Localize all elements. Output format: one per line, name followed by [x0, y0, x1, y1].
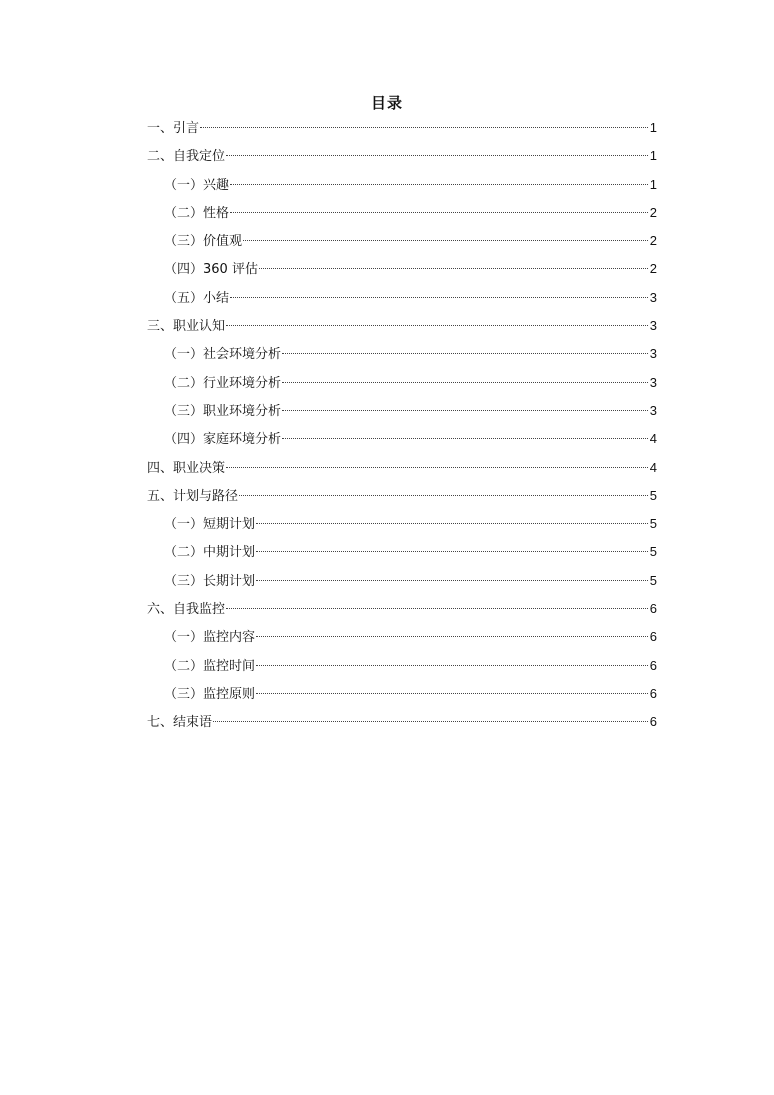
toc-entry-page-number: 6 — [649, 685, 657, 701]
toc-entry-page-number: 6 — [649, 714, 657, 730]
toc-entry-label: 二、自我定位 — [147, 149, 226, 165]
toc-entry[interactable] — [147, 538, 657, 566]
toc-entry[interactable] — [147, 652, 657, 680]
toc-entry-label: （一）社会环境分析 — [164, 347, 282, 363]
toc-entry-label: （二）性格 — [164, 205, 230, 221]
toc-entry-page-number: 6 — [649, 601, 657, 617]
toc-entry-page-number: 3 — [649, 402, 657, 418]
dot-leader — [282, 438, 648, 439]
dot-leader — [243, 240, 648, 241]
toc-entry[interactable] — [147, 284, 657, 312]
toc-entry-page-number: 2 — [649, 261, 657, 277]
toc-entry-label: （三）长期计划 — [164, 573, 256, 589]
dot-leader — [256, 523, 648, 524]
toc-entry-label: （五）小结 — [164, 290, 230, 306]
toc-entry-label: （三）职业环境分析 — [164, 403, 282, 419]
toc-entry-label: 一、引言 — [147, 121, 200, 136]
dot-leader — [226, 325, 648, 326]
toc-entry-page-number: 2 — [649, 233, 657, 249]
toc-entry[interactable] — [147, 114, 657, 142]
dot-leader — [213, 721, 648, 722]
toc-entry[interactable] — [147, 567, 657, 595]
dot-leader — [259, 268, 648, 269]
toc-entry-page-number: 3 — [649, 346, 657, 362]
toc-entry-page-number: 6 — [649, 629, 657, 645]
dot-leader — [200, 127, 648, 128]
toc-entry-label: 七、结束语 — [147, 715, 213, 731]
toc-entry[interactable] — [147, 171, 657, 199]
toc-entry-label: （四）家庭环境分析 — [164, 432, 282, 448]
toc-entry[interactable] — [147, 425, 657, 453]
toc-entry-label: （二）中期计划 — [164, 545, 256, 561]
toc-entry[interactable] — [147, 708, 657, 736]
toc-entry-label: 四、职业决策 — [147, 460, 226, 476]
toc-entry-page-number: 1 — [649, 148, 657, 164]
toc-entry-page-number: 5 — [649, 544, 657, 560]
toc-entry[interactable] — [147, 142, 657, 170]
table-of-contents — [147, 114, 657, 737]
toc-entry-page-number: 2 — [649, 204, 657, 220]
toc-entry-page-number: 6 — [649, 657, 657, 673]
toc-entry[interactable] — [147, 623, 657, 651]
dot-leader — [282, 410, 648, 411]
toc-entry-label: （二）行业环境分析 — [164, 375, 282, 391]
toc-entry-label: （一）短期计划 — [164, 517, 256, 533]
dot-leader — [282, 353, 648, 354]
toc-entry-page-number: 4 — [649, 431, 657, 447]
toc-entry-label: （一）监控内容 — [164, 630, 256, 646]
toc-entry[interactable] — [147, 369, 657, 397]
toc-entry-page-number: 4 — [649, 459, 657, 475]
dot-leader — [230, 297, 648, 298]
toc-entry-label: （一）兴趣 — [164, 177, 230, 193]
toc-entry-label: 三、职业认知 — [147, 319, 226, 335]
toc-entry[interactable] — [147, 482, 657, 510]
toc-entry-label: （三）监控原则 — [164, 686, 256, 702]
toc-entry-label: （四）360 评估 — [164, 262, 258, 278]
toc-entry-page-number: 5 — [649, 572, 657, 588]
toc-entry-page-number: 1 — [649, 176, 657, 192]
toc-entry-page-number: 1 — [649, 120, 657, 135]
toc-entry-page-number: 3 — [649, 318, 657, 334]
dot-leader — [256, 636, 648, 637]
toc-entry-page-number: 3 — [649, 374, 657, 390]
toc-entry[interactable] — [147, 454, 657, 482]
toc-entry-page-number: 3 — [649, 289, 657, 305]
dot-leader — [256, 580, 648, 581]
dot-leader — [230, 184, 648, 185]
dot-leader — [239, 495, 648, 496]
dot-leader — [256, 693, 648, 694]
toc-entry[interactable] — [147, 680, 657, 708]
dot-leader — [282, 382, 648, 383]
toc-entry[interactable] — [147, 510, 657, 538]
toc-entry[interactable] — [147, 199, 657, 227]
dot-leader — [226, 608, 648, 609]
toc-entry[interactable] — [147, 397, 657, 425]
dot-leader — [226, 467, 648, 468]
toc-entry[interactable] — [147, 340, 657, 368]
dot-leader — [230, 212, 648, 213]
dot-leader — [226, 155, 648, 156]
dot-leader — [256, 551, 648, 552]
dot-leader — [256, 665, 648, 666]
toc-entry[interactable] — [147, 312, 657, 340]
toc-title: 目录 — [370, 94, 403, 112]
toc-entry-page-number: 5 — [649, 487, 657, 503]
toc-entry[interactable] — [147, 255, 657, 283]
toc-entry[interactable] — [147, 227, 657, 255]
toc-entry-label: 五、计划与路径 — [147, 488, 239, 504]
toc-entry-label: （二）监控时间 — [164, 658, 256, 674]
toc-entry-page-number: 5 — [649, 516, 657, 532]
toc-entry-label: （三）价值观 — [164, 234, 243, 250]
toc-entry-label: 六、自我监控 — [147, 602, 226, 618]
toc-entry[interactable] — [147, 595, 657, 623]
